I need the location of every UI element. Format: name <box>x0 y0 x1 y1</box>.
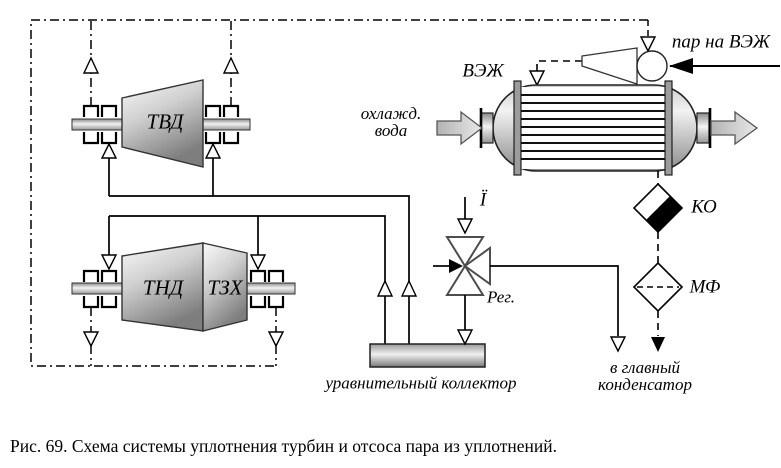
collector-label: уравнительный коллектор <box>325 373 517 393</box>
ejector-cone <box>582 48 637 84</box>
to-condenser-line1: в главный <box>610 358 680 377</box>
arrow-up-icon <box>102 144 116 158</box>
tube-sheet-left <box>514 81 521 175</box>
arrow-up-icon <box>224 58 238 73</box>
arrow-down-icon <box>458 219 472 233</box>
arrow-down-icon <box>251 255 265 269</box>
arrow-up-icon <box>206 144 220 158</box>
regulator-valve <box>433 197 625 351</box>
arrow-down-icon <box>611 337 625 351</box>
cooling-water-line2: вода <box>374 121 408 140</box>
cooling-water-out-arrow <box>711 112 757 144</box>
cooling-water-label <box>361 105 422 139</box>
ejector-nozzle-circle <box>637 51 667 81</box>
rear-section-label: ТЗХ <box>207 275 243 300</box>
filter-symbol <box>634 263 682 311</box>
heat-exchanger-label: ВЭЖ <box>462 60 504 82</box>
arrow-down-icon <box>530 71 544 85</box>
check-valve-label: КО <box>691 196 717 218</box>
cooling-water-in-arrow <box>437 112 482 144</box>
nozzle-right <box>697 113 709 143</box>
steam-supply-mark-label: Ï <box>479 189 487 211</box>
arrow-down-icon <box>269 332 283 346</box>
equalizing-collector <box>370 344 485 367</box>
arrow-up-icon <box>402 281 416 296</box>
arrow-down-icon <box>641 37 655 51</box>
to-condenser-label <box>598 359 692 393</box>
tube-sheet-right <box>665 81 672 175</box>
drain-chain <box>634 171 682 352</box>
hp-turbine-label: ТВД <box>146 109 184 134</box>
arrow-down-icon <box>102 255 116 269</box>
ejector <box>530 48 780 85</box>
arrow-down-icon <box>458 330 472 344</box>
cooling-water-line1: охлажд. <box>360 104 422 123</box>
filter-label: МФ <box>689 276 721 298</box>
arrow-down-icon <box>84 332 98 346</box>
regulator-label: Рег. <box>487 287 515 307</box>
check-valve-symbol <box>634 184 682 232</box>
loop-to-ejector-drop <box>641 20 655 51</box>
arrow-left-icon <box>669 58 693 74</box>
heat-exchanger <box>437 81 757 175</box>
arrow-down-icon <box>651 337 665 352</box>
to-condenser-line2: конденсатор <box>598 375 692 394</box>
lp-turbine-label: ТНД <box>142 275 184 300</box>
arrow-up-icon <box>378 281 392 296</box>
steam-to-vezh-label: пар на ВЭЖ <box>671 31 771 53</box>
arrow-up-icon <box>84 58 98 73</box>
figure-caption: Рис. 69. Схема системы уплотнения турбин и отсоса пара из уплотнений. <box>10 436 557 456</box>
